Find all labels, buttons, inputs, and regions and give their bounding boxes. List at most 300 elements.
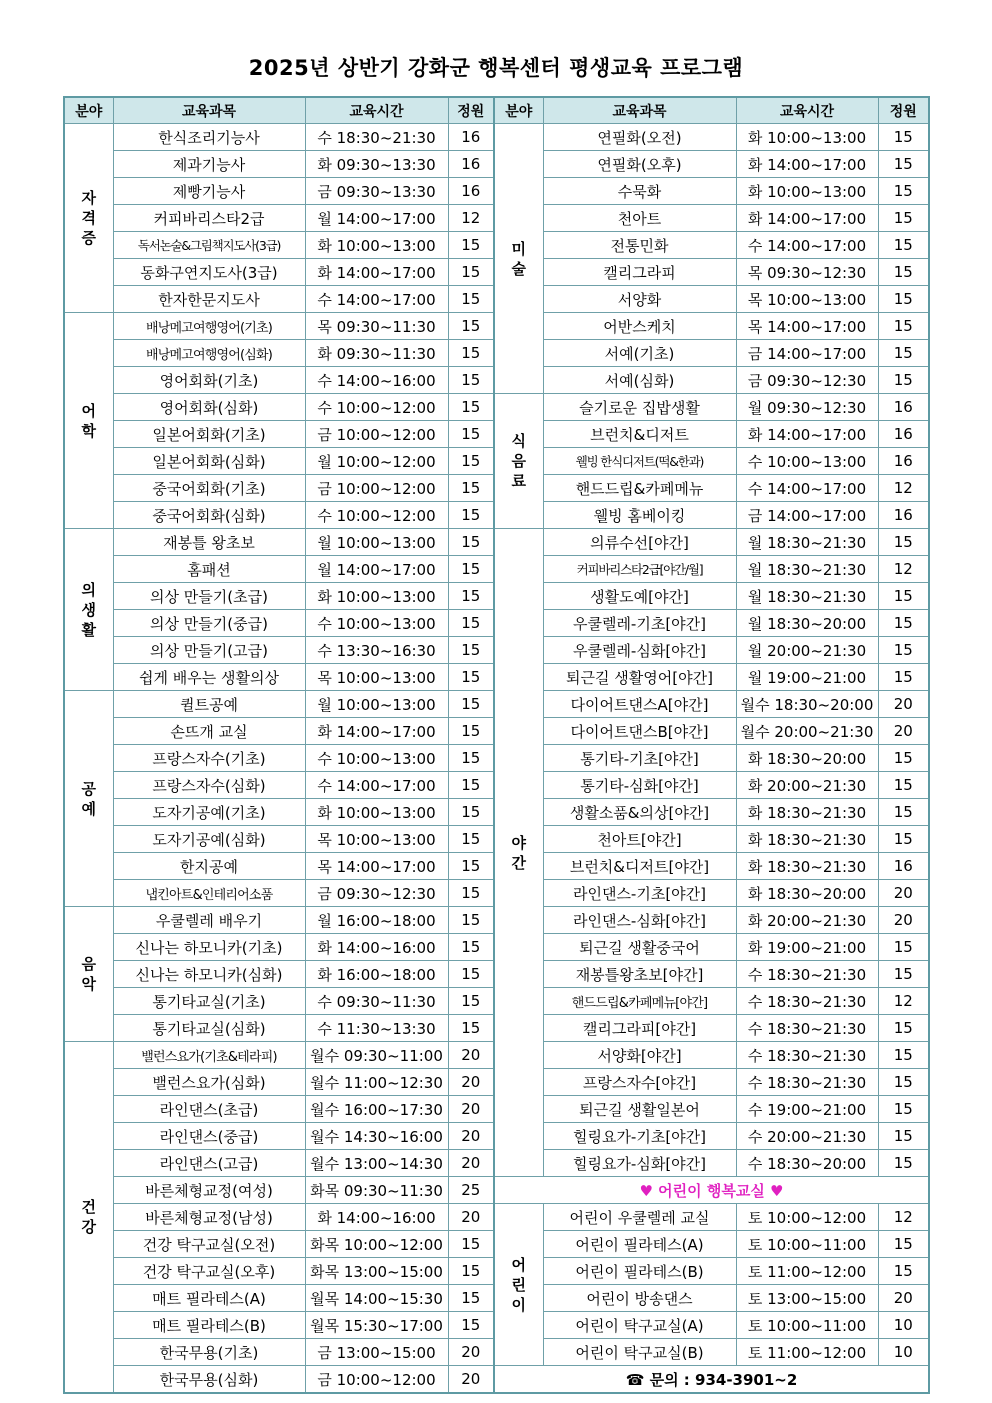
course-capacity: 15 bbox=[878, 340, 929, 367]
course-capacity: 16 bbox=[878, 502, 929, 529]
course-capacity: 15 bbox=[448, 988, 494, 1015]
table-row bbox=[64, 124, 929, 151]
table-row bbox=[64, 1204, 929, 1231]
table-row bbox=[64, 1177, 929, 1204]
course-name: 연필화(오후) bbox=[543, 151, 736, 178]
course-name: 우쿨렐레-기초[야간] bbox=[543, 610, 736, 637]
course-name: 매트 필라테스(B) bbox=[113, 1312, 305, 1339]
course-time: 화 18:30~20:00 bbox=[736, 745, 878, 772]
course-time: 목 14:00~17:00 bbox=[305, 853, 448, 880]
course-name: 의상 만들기(고급) bbox=[113, 637, 305, 664]
course-capacity: 10 bbox=[878, 1312, 929, 1339]
course-capacity: 15 bbox=[448, 421, 494, 448]
course-time: 화목 09:30~11:30 bbox=[305, 1177, 448, 1204]
course-capacity: 20 bbox=[448, 1339, 494, 1366]
course-capacity: 15 bbox=[878, 529, 929, 556]
course-name: 서양화[야간] bbox=[543, 1042, 736, 1069]
course-name: 어린이 필라테스(B) bbox=[543, 1258, 736, 1285]
course-capacity: 15 bbox=[878, 664, 929, 691]
kids-section-banner bbox=[494, 1177, 929, 1204]
course-time: 수 18:30~21:30 bbox=[305, 124, 448, 151]
course-time: 월 18:30~21:30 bbox=[736, 556, 878, 583]
course-name: 어반스케치 bbox=[543, 313, 736, 340]
course-capacity: 15 bbox=[878, 1231, 929, 1258]
course-capacity: 15 bbox=[878, 367, 929, 394]
heart-icon: ♥ bbox=[764, 1181, 784, 1200]
course-time: 목 10:00~13:00 bbox=[305, 664, 448, 691]
course-name: 냅킨아트&인테리어소품 bbox=[113, 880, 305, 907]
category-cell bbox=[64, 907, 113, 1042]
course-capacity: 15 bbox=[878, 1258, 929, 1285]
course-name: 웰빙 홈베이킹 bbox=[543, 502, 736, 529]
course-name: 매트 필라테스(A) bbox=[113, 1285, 305, 1312]
course-name: 일본어회화(심화) bbox=[113, 448, 305, 475]
course-capacity: 15 bbox=[878, 745, 929, 772]
course-time: 수 20:00~21:30 bbox=[736, 1123, 878, 1150]
category-cell bbox=[64, 529, 113, 691]
course-name: 라인댄스-기초[야간] bbox=[543, 880, 736, 907]
course-name: 브런치&디저트 bbox=[543, 421, 736, 448]
course-time: 월수 09:30~11:00 bbox=[305, 1042, 448, 1069]
course-time: 화 10:00~13:00 bbox=[305, 232, 448, 259]
course-time: 수 14:00~16:00 bbox=[305, 367, 448, 394]
course-time: 화 18:30~21:30 bbox=[736, 853, 878, 880]
course-time: 수 18:30~21:30 bbox=[736, 1069, 878, 1096]
course-time: 화 20:00~21:30 bbox=[736, 772, 878, 799]
course-capacity: 20 bbox=[878, 880, 929, 907]
course-name: 홈패션 bbox=[113, 556, 305, 583]
course-capacity: 15 bbox=[448, 610, 494, 637]
course-capacity: 15 bbox=[878, 826, 929, 853]
header-time: 교육시간 bbox=[305, 97, 448, 124]
course-time: 수 10:00~12:00 bbox=[305, 394, 448, 421]
course-time: 토 10:00~11:00 bbox=[736, 1312, 878, 1339]
category-cell bbox=[494, 394, 543, 529]
course-name: 도자기공예(기초) bbox=[113, 799, 305, 826]
course-capacity: 15 bbox=[878, 1096, 929, 1123]
course-capacity: 15 bbox=[448, 1258, 494, 1285]
course-time: 수 10:00~12:00 bbox=[305, 502, 448, 529]
header-time: 교육시간 bbox=[736, 97, 878, 124]
course-name: 한식조리기능사 bbox=[113, 124, 305, 151]
course-name: 재봉틀 왕초보 bbox=[113, 529, 305, 556]
category-cell bbox=[494, 529, 543, 1177]
course-time: 화 14:00~17:00 bbox=[736, 151, 878, 178]
course-name: 통기타-기초[야간] bbox=[543, 745, 736, 772]
course-name: 의류수선[야간] bbox=[543, 529, 736, 556]
course-capacity: 15 bbox=[878, 772, 929, 799]
header-course: 교육과목 bbox=[113, 97, 305, 124]
course-name: 캘리그라피 bbox=[543, 259, 736, 286]
course-time: 금 10:00~12:00 bbox=[305, 475, 448, 502]
course-capacity: 12 bbox=[878, 475, 929, 502]
contact-info: ☎ 문의 : 934-3901~2 bbox=[494, 1366, 929, 1394]
course-capacity: 20 bbox=[448, 1204, 494, 1231]
category-cell bbox=[64, 313, 113, 529]
course-name: 퇴근길 생활일본어 bbox=[543, 1096, 736, 1123]
course-name: 쉽게 배우는 생활의상 bbox=[113, 664, 305, 691]
category-label: 자격증 bbox=[81, 189, 96, 247]
course-capacity: 15 bbox=[878, 259, 929, 286]
course-time: 월목 14:00~15:30 bbox=[305, 1285, 448, 1312]
course-time: 수 10:00~13:00 bbox=[305, 745, 448, 772]
course-time: 토 10:00~12:00 bbox=[736, 1204, 878, 1231]
course-capacity: 15 bbox=[448, 826, 494, 853]
course-capacity: 15 bbox=[448, 232, 494, 259]
course-time: 화 20:00~21:30 bbox=[736, 907, 878, 934]
header-course: 교육과목 bbox=[543, 97, 736, 124]
course-name: 재봉틀왕초보[야간] bbox=[543, 961, 736, 988]
course-capacity: 15 bbox=[878, 1042, 929, 1069]
course-name: 배낭메고여행영어(기초) bbox=[113, 313, 305, 340]
course-time: 금 09:30~12:30 bbox=[736, 367, 878, 394]
course-time: 수 18:30~20:00 bbox=[736, 1150, 878, 1177]
course-time: 화 09:30~13:30 bbox=[305, 151, 448, 178]
course-capacity: 15 bbox=[878, 610, 929, 637]
course-capacity: 15 bbox=[448, 286, 494, 313]
course-name: 슬기로운 집밥생활 bbox=[543, 394, 736, 421]
course-capacity: 20 bbox=[448, 1069, 494, 1096]
category-label: 음악 bbox=[81, 955, 96, 993]
course-time: 화 19:00~21:00 bbox=[736, 934, 878, 961]
course-capacity: 15 bbox=[448, 934, 494, 961]
table-row bbox=[64, 1366, 929, 1394]
course-capacity: 15 bbox=[878, 961, 929, 988]
course-capacity: 15 bbox=[448, 394, 494, 421]
course-time: 화 10:00~13:00 bbox=[736, 178, 878, 205]
course-time: 토 10:00~11:00 bbox=[736, 1231, 878, 1258]
course-name: 라인댄스(초급) bbox=[113, 1096, 305, 1123]
course-capacity: 15 bbox=[448, 502, 494, 529]
course-time: 수 10:00~13:00 bbox=[305, 610, 448, 637]
course-time: 토 13:00~15:00 bbox=[736, 1285, 878, 1312]
table-row bbox=[64, 529, 929, 556]
course-time: 수 14:00~17:00 bbox=[305, 286, 448, 313]
course-time: 화 14:00~17:00 bbox=[736, 205, 878, 232]
course-capacity: 15 bbox=[448, 1015, 494, 1042]
course-time: 월 10:00~13:00 bbox=[305, 529, 448, 556]
course-name: 한국무용(기초) bbox=[113, 1339, 305, 1366]
course-capacity: 15 bbox=[878, 124, 929, 151]
course-time: 화 18:30~21:30 bbox=[736, 826, 878, 853]
course-capacity: 16 bbox=[448, 178, 494, 205]
course-capacity: 15 bbox=[878, 1150, 929, 1177]
course-time: 화목 10:00~12:00 bbox=[305, 1231, 448, 1258]
course-time: 토 11:00~12:00 bbox=[736, 1258, 878, 1285]
course-capacity: 12 bbox=[878, 1204, 929, 1231]
course-time: 토 11:00~12:00 bbox=[736, 1339, 878, 1366]
course-name: 중국어회화(심화) bbox=[113, 502, 305, 529]
course-name: 다이어트댄스B[야간] bbox=[543, 718, 736, 745]
course-name: 핸드드립&카페메뉴[야간] bbox=[543, 988, 736, 1015]
course-time: 월 18:30~21:30 bbox=[736, 583, 878, 610]
course-name: 영어회화(심화) bbox=[113, 394, 305, 421]
course-time: 화 18:30~20:00 bbox=[736, 880, 878, 907]
course-capacity: 20 bbox=[448, 1150, 494, 1177]
category-label: 건강 bbox=[81, 1198, 96, 1236]
course-name: 한자한문지도사 bbox=[113, 286, 305, 313]
course-name: 전통민화 bbox=[543, 232, 736, 259]
course-name: 우쿨렐레 배우기 bbox=[113, 907, 305, 934]
course-name: 통기타-심화[야간] bbox=[543, 772, 736, 799]
course-name: 독서논술&그림책지도사(3급) bbox=[113, 232, 305, 259]
course-capacity: 20 bbox=[448, 1096, 494, 1123]
course-time: 금 10:00~12:00 bbox=[305, 1366, 448, 1394]
course-time: 수 09:30~11:30 bbox=[305, 988, 448, 1015]
course-name: 수묵화 bbox=[543, 178, 736, 205]
course-name: 의상 만들기(중급) bbox=[113, 610, 305, 637]
course-capacity: 20 bbox=[878, 718, 929, 745]
course-name: 프랑스자수(심화) bbox=[113, 772, 305, 799]
course-capacity: 15 bbox=[448, 1285, 494, 1312]
course-name: 힐링요가-심화[야간] bbox=[543, 1150, 736, 1177]
course-capacity: 15 bbox=[448, 259, 494, 286]
course-name: 라인댄스(고급) bbox=[113, 1150, 305, 1177]
course-capacity: 16 bbox=[448, 124, 494, 151]
course-time: 금 09:30~13:30 bbox=[305, 178, 448, 205]
course-name: 우쿨렐레-심화[야간] bbox=[543, 637, 736, 664]
course-name: 중국어회화(기초) bbox=[113, 475, 305, 502]
course-time: 수 18:30~21:30 bbox=[736, 1015, 878, 1042]
course-time: 수 10:00~13:00 bbox=[736, 448, 878, 475]
course-capacity: 12 bbox=[878, 556, 929, 583]
course-name: 힐링요가-기초[야간] bbox=[543, 1123, 736, 1150]
course-capacity: 15 bbox=[448, 853, 494, 880]
course-name: 어린이 방송댄스 bbox=[543, 1285, 736, 1312]
course-time: 월목 15:30~17:00 bbox=[305, 1312, 448, 1339]
course-capacity: 10 bbox=[878, 1339, 929, 1366]
course-name: 통기타교실(기초) bbox=[113, 988, 305, 1015]
course-time: 월 20:00~21:30 bbox=[736, 637, 878, 664]
course-time: 화 09:30~11:30 bbox=[305, 340, 448, 367]
course-time: 수 18:30~21:30 bbox=[736, 1042, 878, 1069]
course-time: 수 14:00~17:00 bbox=[305, 772, 448, 799]
course-name: 서예(기초) bbox=[543, 340, 736, 367]
course-capacity: 20 bbox=[448, 1123, 494, 1150]
header-row bbox=[64, 97, 929, 124]
course-capacity: 15 bbox=[878, 583, 929, 610]
course-capacity: 15 bbox=[448, 745, 494, 772]
course-name: 영어회화(기초) bbox=[113, 367, 305, 394]
course-capacity: 15 bbox=[448, 367, 494, 394]
course-time: 월수 20:00~21:30 bbox=[736, 718, 878, 745]
course-time: 월 10:00~12:00 bbox=[305, 448, 448, 475]
course-capacity: 15 bbox=[448, 448, 494, 475]
course-time: 월 14:00~17:00 bbox=[305, 205, 448, 232]
course-time: 화 14:00~17:00 bbox=[305, 718, 448, 745]
course-name: 의상 만들기(초급) bbox=[113, 583, 305, 610]
course-capacity: 15 bbox=[878, 151, 929, 178]
page-title: 2025년 상반기 강화군 행복센터 평생교육 프로그램 bbox=[248, 56, 744, 80]
category-label: 미술 bbox=[511, 239, 526, 278]
course-time: 수 18:30~21:30 bbox=[736, 988, 878, 1015]
course-capacity: 15 bbox=[448, 718, 494, 745]
course-capacity: 15 bbox=[448, 664, 494, 691]
course-name: 제빵기능사 bbox=[113, 178, 305, 205]
course-name: 바른체형교정(여성) bbox=[113, 1177, 305, 1204]
course-name: 밸런스요가(심화) bbox=[113, 1069, 305, 1096]
course-time: 월 16:00~18:00 bbox=[305, 907, 448, 934]
course-capacity: 12 bbox=[448, 205, 494, 232]
course-capacity: 20 bbox=[448, 1042, 494, 1069]
course-time: 월 10:00~13:00 bbox=[305, 691, 448, 718]
course-time: 수 13:30~16:30 bbox=[305, 637, 448, 664]
course-capacity: 16 bbox=[878, 421, 929, 448]
course-name: 라인댄스(중급) bbox=[113, 1123, 305, 1150]
course-time: 금 09:30~12:30 bbox=[305, 880, 448, 907]
category-cell bbox=[64, 1042, 113, 1394]
course-name: 커피바리스타2급[야간/월] bbox=[543, 556, 736, 583]
course-time: 월 18:30~21:30 bbox=[736, 529, 878, 556]
course-name: 서예(심화) bbox=[543, 367, 736, 394]
course-capacity: 15 bbox=[448, 961, 494, 988]
course-capacity: 20 bbox=[878, 691, 929, 718]
course-time: 금 10:00~12:00 bbox=[305, 421, 448, 448]
course-name: 천아트 bbox=[543, 205, 736, 232]
course-time: 목 09:30~11:30 bbox=[305, 313, 448, 340]
header-field: 분야 bbox=[494, 97, 543, 124]
course-capacity: 15 bbox=[448, 1312, 494, 1339]
course-name: 일본어회화(기초) bbox=[113, 421, 305, 448]
category-cell bbox=[64, 691, 113, 907]
course-time: 화 18:30~21:30 bbox=[736, 799, 878, 826]
header-capacity: 정원 bbox=[448, 97, 494, 124]
course-time: 월 09:30~12:30 bbox=[736, 394, 878, 421]
course-name: 라인댄스-심화[야간] bbox=[543, 907, 736, 934]
course-capacity: 15 bbox=[448, 529, 494, 556]
course-time: 수 14:00~17:00 bbox=[736, 475, 878, 502]
course-name: 손뜨개 교실 bbox=[113, 718, 305, 745]
course-time: 금 14:00~17:00 bbox=[736, 502, 878, 529]
course-time: 목 10:00~13:00 bbox=[736, 286, 878, 313]
course-name: 서양화 bbox=[543, 286, 736, 313]
course-time: 월 19:00~21:00 bbox=[736, 664, 878, 691]
course-capacity: 15 bbox=[878, 799, 929, 826]
course-capacity: 15 bbox=[448, 799, 494, 826]
course-time: 수 18:30~21:30 bbox=[736, 961, 878, 988]
course-capacity: 16 bbox=[878, 853, 929, 880]
course-capacity: 15 bbox=[878, 286, 929, 313]
course-capacity: 16 bbox=[878, 448, 929, 475]
course-time: 월수 11:00~12:30 bbox=[305, 1069, 448, 1096]
course-name: 한국무용(심화) bbox=[113, 1366, 305, 1394]
category-label: 의생활 bbox=[81, 580, 96, 639]
heart-icon: ♥ bbox=[639, 1181, 659, 1200]
course-capacity: 15 bbox=[448, 340, 494, 367]
course-name: 밸런스요가(기초&테라피) bbox=[113, 1042, 305, 1069]
course-capacity: 15 bbox=[448, 637, 494, 664]
course-time: 월 14:00~17:00 bbox=[305, 556, 448, 583]
course-capacity: 16 bbox=[448, 151, 494, 178]
program-table bbox=[63, 96, 930, 1394]
course-capacity: 15 bbox=[448, 313, 494, 340]
course-time: 수 14:00~17:00 bbox=[736, 232, 878, 259]
course-name: 어린이 필라테스(A) bbox=[543, 1231, 736, 1258]
course-name: 도자기공예(심화) bbox=[113, 826, 305, 853]
course-time: 목 10:00~13:00 bbox=[305, 826, 448, 853]
category-label: 공예 bbox=[81, 779, 96, 818]
category-label: 식음료 bbox=[511, 432, 526, 490]
kids-banner-text: 어린이 행복교실 bbox=[658, 1181, 765, 1200]
course-name: 커피바리스타2급 bbox=[113, 205, 305, 232]
category-cell bbox=[494, 124, 543, 394]
course-capacity: 15 bbox=[448, 1231, 494, 1258]
course-name: 건강 탁구교실(오후) bbox=[113, 1258, 305, 1285]
course-name: 퇴근길 생활영어[야간] bbox=[543, 664, 736, 691]
course-name: 생활도예[야간] bbox=[543, 583, 736, 610]
course-name: 캘리그라피[야간] bbox=[543, 1015, 736, 1042]
course-time: 월수 14:30~16:00 bbox=[305, 1123, 448, 1150]
course-name: 배낭메고여행영어(심화) bbox=[113, 340, 305, 367]
course-name: 신나는 하모니카(심화) bbox=[113, 961, 305, 988]
course-time: 월수 13:00~14:30 bbox=[305, 1150, 448, 1177]
course-time: 화 14:00~16:00 bbox=[305, 1204, 448, 1231]
course-name: 연필화(오전) bbox=[543, 124, 736, 151]
course-name: 신나는 하모니카(기초) bbox=[113, 934, 305, 961]
category-label: 야간 bbox=[511, 833, 526, 872]
course-time: 수 11:30~13:30 bbox=[305, 1015, 448, 1042]
course-time: 월 18:30~20:00 bbox=[736, 610, 878, 637]
course-name: 웰빙 한식디저트(떡&한과) bbox=[543, 448, 736, 475]
course-name: 건강 탁구교실(오전) bbox=[113, 1231, 305, 1258]
course-name: 생활소품&의상[야간] bbox=[543, 799, 736, 826]
course-capacity: 15 bbox=[878, 313, 929, 340]
course-capacity: 15 bbox=[878, 205, 929, 232]
course-name: 프랑스자수(기초) bbox=[113, 745, 305, 772]
course-name: 바른체형교정(남성) bbox=[113, 1204, 305, 1231]
course-name: 제과기능사 bbox=[113, 151, 305, 178]
course-time: 화 10:00~13:00 bbox=[305, 583, 448, 610]
course-name: 프랑스자수[야간] bbox=[543, 1069, 736, 1096]
course-name: 퇴근길 생활중국어 bbox=[543, 934, 736, 961]
course-time: 화 10:00~13:00 bbox=[736, 124, 878, 151]
course-time: 월수 16:00~17:30 bbox=[305, 1096, 448, 1123]
course-time: 목 09:30~12:30 bbox=[736, 259, 878, 286]
course-name: 어린이 탁구교실(B) bbox=[543, 1339, 736, 1366]
course-name: 한지공예 bbox=[113, 853, 305, 880]
course-name: 천아트[야간] bbox=[543, 826, 736, 853]
course-capacity: 15 bbox=[448, 691, 494, 718]
course-name: 어린이 탁구교실(A) bbox=[543, 1312, 736, 1339]
course-time: 화 10:00~13:00 bbox=[305, 799, 448, 826]
course-capacity: 15 bbox=[448, 583, 494, 610]
course-capacity: 25 bbox=[448, 1177, 494, 1204]
course-capacity: 15 bbox=[878, 1015, 929, 1042]
course-time: 화 16:00~18:00 bbox=[305, 961, 448, 988]
course-capacity: 20 bbox=[878, 1285, 929, 1312]
header-capacity: 정원 bbox=[878, 97, 929, 124]
course-capacity: 16 bbox=[878, 394, 929, 421]
course-capacity: 15 bbox=[448, 475, 494, 502]
course-name: 퀼트공예 bbox=[113, 691, 305, 718]
course-capacity: 15 bbox=[878, 1069, 929, 1096]
course-capacity: 15 bbox=[878, 178, 929, 205]
course-time: 금 13:00~15:00 bbox=[305, 1339, 448, 1366]
course-capacity: 15 bbox=[448, 880, 494, 907]
course-name: 통기타교실(심화) bbox=[113, 1015, 305, 1042]
category-label: 어학 bbox=[81, 401, 96, 440]
course-capacity: 15 bbox=[448, 556, 494, 583]
table-row bbox=[64, 394, 929, 421]
course-capacity: 15 bbox=[878, 232, 929, 259]
course-name: 다이어트댄스A[야간] bbox=[543, 691, 736, 718]
course-time: 화 14:00~17:00 bbox=[736, 421, 878, 448]
course-capacity: 15 bbox=[448, 772, 494, 799]
header-field: 분야 bbox=[64, 97, 113, 124]
course-time: 월수 18:30~20:00 bbox=[736, 691, 878, 718]
course-name: 어린이 우쿨렐레 교실 bbox=[543, 1204, 736, 1231]
course-time: 화 14:00~16:00 bbox=[305, 934, 448, 961]
